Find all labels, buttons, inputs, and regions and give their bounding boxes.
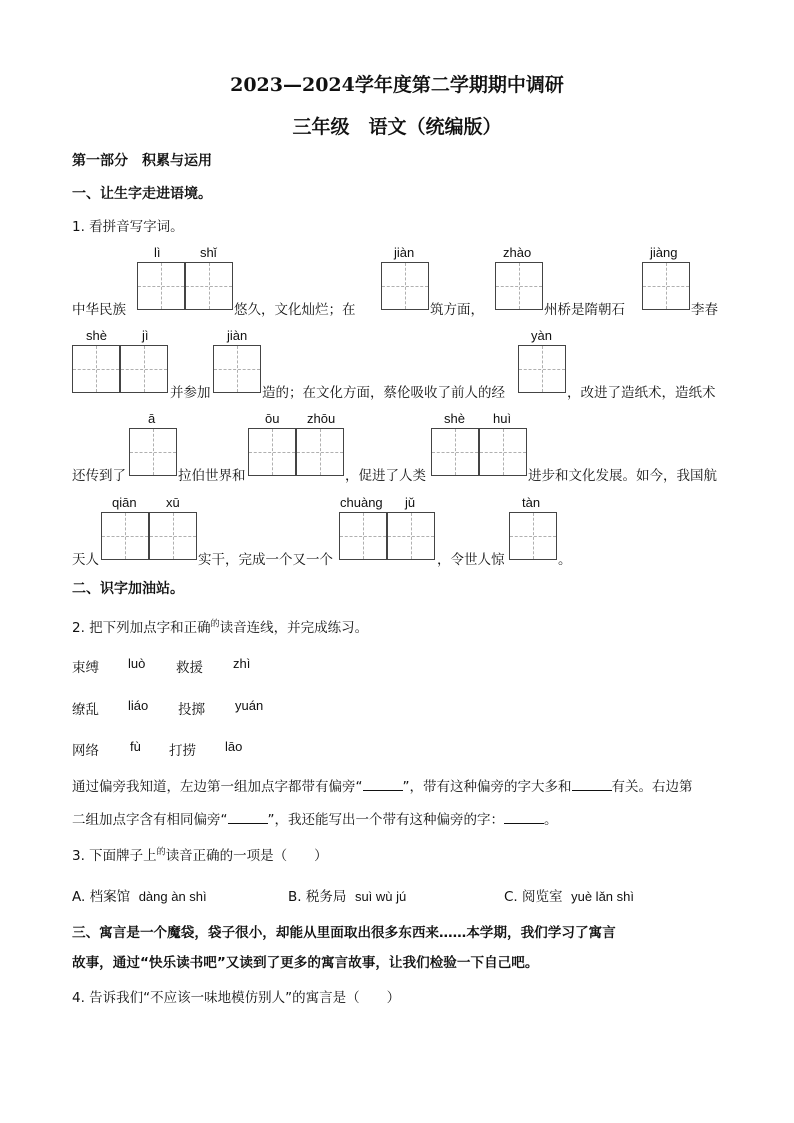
option-pinyin: yuè lǎn shì: [571, 889, 634, 904]
section3-line2: 故事，通过“快乐读书吧”又读到了更多的寓言故事，让我们检验一下自己吧。: [72, 955, 539, 971]
option-pinyin: suì wù jú: [354, 889, 407, 904]
match-pinyin: luò: [128, 656, 146, 671]
writing-box[interactable]: [120, 345, 168, 393]
writing-box[interactable]: [495, 262, 543, 310]
writing-box[interactable]: [185, 262, 233, 310]
match-word: 缭乱: [72, 702, 99, 718]
blank[interactable]: [572, 778, 612, 791]
pinyin: zhōu: [307, 411, 336, 426]
writing-box[interactable]: [431, 428, 479, 476]
passage-text: 进步和文化发展。如今，我国航: [528, 468, 717, 484]
question-1: 1. 看拼音写字词。: [72, 219, 184, 235]
writing-box[interactable]: [479, 428, 527, 476]
passage-text: 州桥是隋朝石: [544, 302, 625, 318]
section3-line1: 三、寓言是一个魔袋，袋子很小，却能从里面取出很多东西来……本学期，我们学习了寓言: [72, 925, 616, 941]
fill1-a: 通过偏旁我知道，左边第一组加点字都带有偏旁“: [72, 779, 363, 795]
passage-text: 悠久，文化灿烂；在: [234, 302, 356, 318]
q3-text-c: 读音正确的一项是（ ）: [165, 848, 328, 864]
pinyin: huì: [493, 411, 512, 426]
pinyin: lì: [154, 245, 161, 260]
match-word: 束缚: [72, 660, 99, 676]
section1-heading: 一、让生字走进语境。: [72, 186, 212, 202]
writing-box[interactable]: [137, 262, 185, 310]
fill2-a: 二组加点字含有相同偏旁“: [72, 812, 228, 828]
pinyin: shè: [86, 328, 107, 343]
blank[interactable]: [363, 778, 403, 791]
pinyin: jǔ: [405, 495, 416, 510]
passage-text: 李春: [691, 302, 718, 318]
writing-box[interactable]: [642, 262, 690, 310]
page-subtitle: 三年级 语文（统编版）: [292, 116, 502, 138]
pinyin: shè: [444, 411, 465, 426]
match-pinyin: fù: [130, 739, 141, 754]
pinyin: chuàng: [340, 495, 383, 510]
writing-box[interactable]: [518, 345, 566, 393]
pinyin: jì: [142, 328, 149, 343]
q2-text-b: 的: [210, 619, 220, 630]
match-pinyin: liáo: [128, 698, 149, 713]
passage-text: 还传到了: [72, 468, 126, 484]
pinyin: jiàn: [394, 245, 415, 260]
match-word: 打捞: [169, 743, 196, 759]
fill2-c: 。: [544, 812, 558, 828]
pinyin: jiàng: [650, 245, 678, 260]
q3-text-b: 的: [156, 847, 166, 858]
pinyin: ā: [148, 411, 156, 426]
option-pinyin: dàng àn shì: [138, 889, 207, 904]
passage-text: 造的；在文化方面，蔡伦吸收了前人的经: [262, 385, 505, 401]
q2-text-c: 读音连线，并完成练习。: [219, 620, 369, 636]
match-pinyin: yuán: [235, 698, 264, 713]
pinyin: ōu: [265, 411, 280, 426]
blank[interactable]: [228, 811, 268, 824]
fill2-b: ”，我还能写出一个带有这种偏旁的字：: [267, 812, 504, 828]
passage-text: 拉伯世界和: [178, 468, 246, 484]
writing-box[interactable]: [149, 512, 197, 560]
writing-box[interactable]: [381, 262, 429, 310]
option-b[interactable]: [288, 885, 406, 905]
question-4: 4. 告诉我们“不应该一味地模仿别人”的寓言是（ ）: [72, 990, 401, 1006]
blank[interactable]: [504, 811, 544, 824]
option-label: A. 档案馆: [72, 889, 131, 905]
passage-text: ，促进了人类: [345, 468, 426, 484]
pinyin: jiàn: [227, 328, 248, 343]
writing-box[interactable]: [296, 428, 344, 476]
passage-text: ，改进了造纸术，造纸术: [567, 385, 716, 401]
question-3: [72, 844, 328, 864]
writing-box[interactable]: [129, 428, 177, 476]
match-word: 投掷: [178, 702, 205, 718]
passage-text: 筑方面，: [430, 302, 484, 318]
passage-text: 天人: [72, 552, 99, 568]
passage-text: 。: [558, 552, 572, 568]
option-label: C. 阅览室: [504, 889, 563, 905]
q2-text-a: 2. 把下列加点字和正确: [72, 620, 211, 636]
question-2: [72, 616, 368, 636]
match-pinyin: lāo: [225, 739, 243, 754]
writing-box[interactable]: [248, 428, 296, 476]
fill1-b: ”，带有这种偏旁的字大多和: [402, 779, 572, 795]
match-pinyin: zhì: [233, 656, 251, 671]
writing-box[interactable]: [509, 512, 557, 560]
passage-text: 实干，完成一个又一个: [198, 552, 333, 568]
fill-line-1: [72, 775, 693, 795]
part-heading: 第一部分 积累与运用: [72, 153, 212, 169]
match-word: 网络: [72, 743, 99, 759]
passage-text: ，令世人惊: [437, 552, 505, 568]
pinyin: xū: [166, 495, 180, 510]
writing-box[interactable]: [72, 345, 120, 393]
option-c[interactable]: [504, 885, 634, 905]
pinyin: tàn: [522, 495, 541, 510]
passage-text: 并参加: [170, 385, 211, 401]
pinyin: qiān: [112, 495, 137, 510]
fill1-c: 有关。右边第: [611, 779, 693, 795]
page-title: 2023—2024学年度第二学期期中调研: [230, 74, 564, 96]
writing-box[interactable]: [339, 512, 387, 560]
pinyin: zhào: [503, 245, 532, 260]
pinyin: yàn: [531, 328, 552, 343]
pinyin: shǐ: [200, 245, 217, 260]
writing-box[interactable]: [387, 512, 435, 560]
writing-box[interactable]: [213, 345, 261, 393]
fill-line-2: [72, 808, 558, 828]
option-a[interactable]: [72, 885, 207, 905]
match-word: 救援: [176, 660, 203, 676]
writing-box[interactable]: [101, 512, 149, 560]
passage-text: 中华民族: [72, 302, 126, 318]
option-label: B. 税务局: [288, 889, 347, 905]
q3-text-a: 3. 下面牌子上: [72, 848, 157, 864]
section2-heading: 二、识字加油站。: [72, 581, 184, 597]
